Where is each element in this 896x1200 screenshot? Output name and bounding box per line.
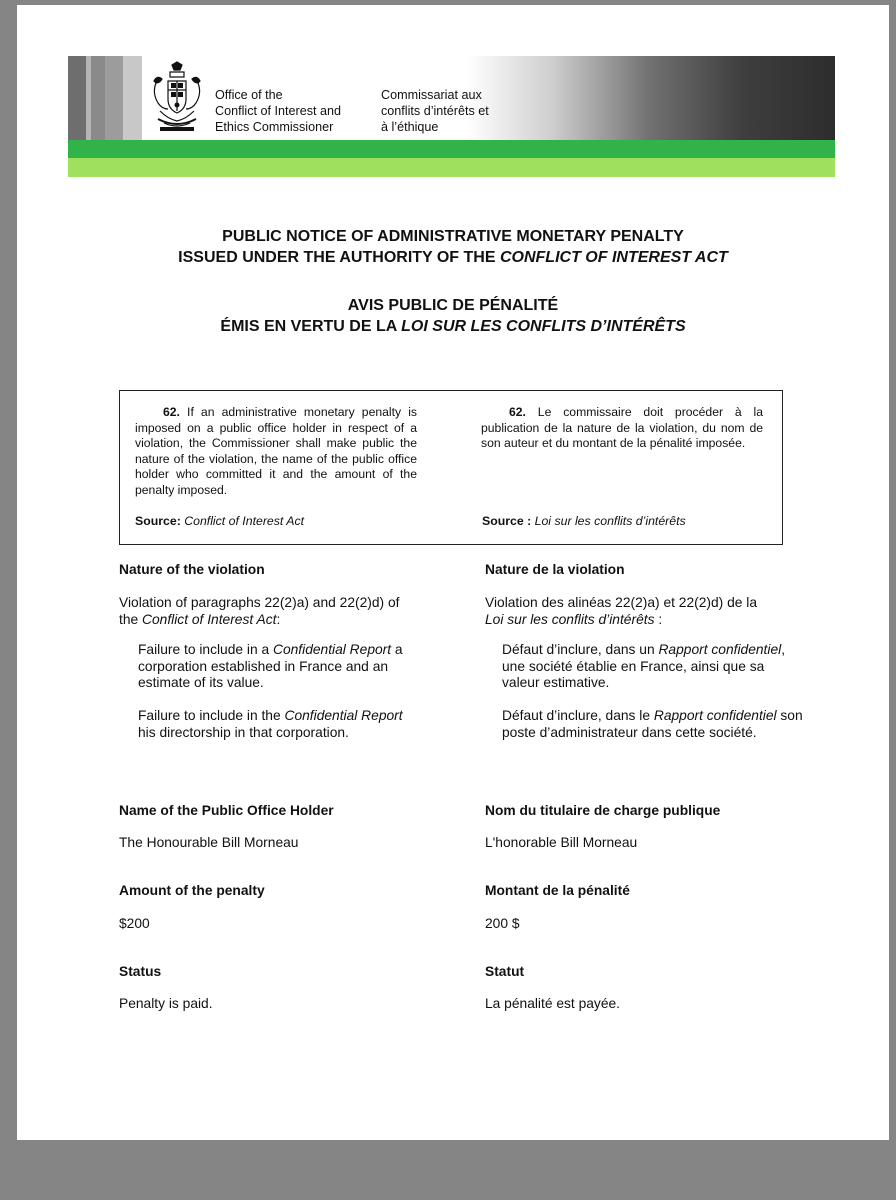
status-heading-fr: Statut [485,964,525,979]
item-text: Failure to include in a [138,642,273,657]
item-text: Failure to include in the [138,708,285,723]
source-value: Conflict of Interest Act [184,514,305,528]
title-fr-line1: AVIS PUBLIC DE PÉNALITÉ [347,297,559,314]
source-label: Source : [482,514,532,528]
violation-heading-fr: Nature de la violation [485,562,625,577]
banner-stripes [68,56,142,140]
org-fr-line: à l’éthique [381,120,439,134]
banner-green-stripe [68,140,835,158]
title-fr [17,295,889,337]
violation-intro-fr [485,595,775,628]
status-value-en: Penalty is paid. [119,996,213,1011]
penalty-heading-en: Amount of the penalty [119,883,265,898]
holder-heading-en: Name of the Public Office Holder [119,803,334,818]
quote-fr [481,405,763,452]
title-fr-line2 [17,316,889,337]
status-value-fr: La pénalité est payée. [485,996,621,1011]
section-number: 62. [163,405,180,419]
org-fr-line: Commissariat aux [381,88,482,102]
violation-item-en-2 [138,708,423,741]
source-en [135,514,304,528]
violation-item-fr-2 [502,708,820,741]
report-name: Rapport confidentiel [658,642,782,657]
intro-suffix: : [276,611,281,627]
intro-text: Violation of paragraphs 22(2)a) and 22(2)d) of the [119,595,400,627]
header-banner [68,56,835,177]
item-text: Défaut d’inclure, dans le [502,708,654,723]
violation-item-en-1 [138,642,418,692]
act-name: Conflict of Interest Act [142,611,277,627]
banner-lightgreen-stripe [68,158,835,177]
violation-item-fr-1 [502,642,792,692]
intro-text: Violation des alinéas 22(2)a) et 22(2)d) de la [485,595,758,610]
intro-suffix: : [654,611,663,627]
holder-value-fr: L'honorable Bill Morneau [485,835,638,850]
org-en-line: Ethics Commissioner [215,120,334,134]
item-text: his directorship in that corporation. [138,724,349,740]
item-text: Défaut d’inclure, dans un [502,642,659,657]
report-name: Confidential Report [272,642,392,657]
title-en-line2 [17,247,889,268]
item-text: a corporation established in France and an estimate of its value. [138,642,403,690]
item-text: son poste d’administrateur dans cette société. [502,708,803,740]
report-name: Rapport confidentiel [653,708,777,723]
source-fr [482,514,686,528]
holder-value-en: The Honourable Bill Morneau [119,835,299,850]
status-heading-en: Status [119,964,162,979]
quote-fr-text: Le commissaire doit procéder à la publication de la nature de la violation, du nom de son auteur et du montant de la pénalité imposée. [481,405,763,450]
quote-en [135,405,417,498]
act-name: Loi sur les conflits d’intérêts [485,611,655,627]
source-value: Loi sur les conflits d’intérêts [534,514,686,528]
title-en-act: CONFLICT OF INTEREST ACT [499,249,728,266]
report-name: Confidential Report [284,708,403,723]
quote-en-text: If an administrative monetary penalty is imposed on a public office holder in respect of a violation, the Commissioner shall make public the nature of the violation, the name of the public office holder who committed it and the amount of the penalty imposed. [135,405,417,497]
section-number: 62. [509,405,526,419]
canada-coat-of-arms-icon [150,61,204,135]
holder-heading-fr: Nom du titulaire de charge publique [485,803,721,818]
org-en-line: Office of the [215,88,283,102]
item-text: , une société établie en France, ainsi que sa valeur estimative. [502,642,786,690]
title-en-line1: PUBLIC NOTICE OF ADMINISTRATIVE MONETARY PENALTY [222,228,684,245]
org-en-line: Conflict of Interest and [215,104,342,118]
org-fr-line: conflits d’intérêts et [381,104,489,118]
title-en-prefix: ISSUED UNDER THE AUTHORITY OF THE [178,249,500,266]
title-en [17,226,889,268]
violation-intro-en [119,595,419,628]
document-page [17,5,889,1140]
penalty-heading-fr: Montant de la pénalité [485,883,630,898]
org-name-en [215,87,341,135]
title-fr-prefix: ÉMIS EN VERTU DE LA [220,318,402,335]
act-quote-box [119,390,783,545]
violation-heading-en: Nature of the violation [119,562,265,577]
source-label: Source: [135,514,181,528]
penalty-value-fr: 200 $ [485,916,520,931]
title-fr-act: LOI SUR LES CONFLITS D’INTÉRÊTS [401,318,686,335]
penalty-value-en: $200 [119,916,150,931]
org-name-fr [381,87,489,135]
